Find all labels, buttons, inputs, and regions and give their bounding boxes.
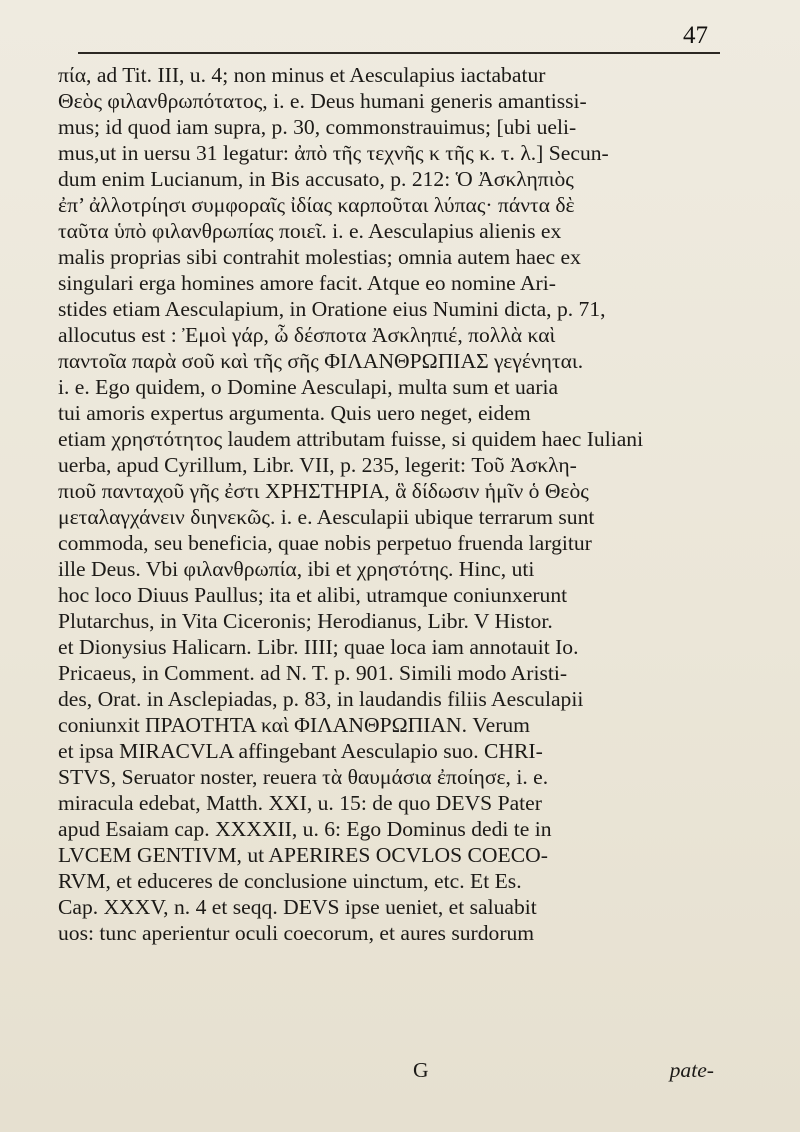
- text-line: miracula edebat, Matth. XXI, u. 15: de quo DEVS Pater: [58, 791, 542, 815]
- text-line: ἐπ’ ἀλλοτρίησι συμφοραῖς ἰδίας καρποῦται λύπας· πάντα δὲ: [58, 193, 575, 217]
- text-line: apud Esaiam cap. XXXXII, u. 6: Ego Dominus dedi te in: [58, 817, 552, 841]
- text-line: i. e. Ego quidem, o Domine Aesculapi, multa sum et uaria: [58, 375, 559, 399]
- text-line: STVS, Seruator noster, reuera τὰ θαυμάσια ἐποίησε, i. e.: [58, 765, 549, 789]
- text-line: ille Deus. Vbi φιλανθρωπία, ibi et χρηστότης. Hinc, uti: [58, 557, 535, 581]
- text-line: πιοῦ πανταχοῦ γῆς ἐστι ΧΡΗΣΤΗΡΙΑ, ἃ δίδωσιν ἡμῖν ὁ Θεὸς: [58, 479, 589, 503]
- text-line: allocutus est : Ἐμοὶ γάρ, ὦ δέσποτα Ἀσκληπιέ, πολλὰ καὶ: [58, 323, 556, 347]
- text-line: LVCEM GENTIVM, ut APERIRES OCVLOS COECO-: [58, 843, 548, 867]
- text-line: mus,ut in uersu 31 legatur: ἀπὸ τῆς τεχνῆς κ τῆς κ. τ. λ.] Secun-: [58, 141, 609, 165]
- text-line: Plutarchus, in Vita Ciceronis; Herodianus, Libr. V Histor.: [58, 609, 553, 633]
- text-line: commoda, seu beneficia, quae nobis perpetuo fruenda largitur: [58, 531, 592, 555]
- body-text: [58, 62, 714, 946]
- text-line: et Dionysius Halicarn. Libr. IIII; quae loca iam annotauit Io.: [58, 635, 579, 659]
- text-line: Pricaeus, in Comment. ad N. T. p. 901. Simili modo Aristi-: [58, 661, 568, 685]
- text-line: mus; id quod iam supra, p. 30, commonstrauimus; [ubi ueli-: [58, 115, 577, 139]
- text-line: παντοῖα παρὰ σοῦ καὶ τῆς σῆς ΦΙΛΑΝΘΡΩΠΙΑΣ γεγένηται.: [58, 349, 584, 373]
- text-line: tui amoris expertus argumenta. Quis uero neget, eidem: [58, 401, 531, 425]
- text-line: uerba, apud Cyrillum, Libr. VII, p. 235, legerit: Τοῦ Ἀσκλη-: [58, 453, 577, 477]
- signature-mark: G: [413, 1058, 429, 1082]
- text-line: dum enim Lucianum, in Bis accusato, p. 212: Ὁ Ἀσκληπιὸς: [58, 167, 574, 191]
- text-line: Cap. XXXV, n. 4 et seqq. DEVS ipse ueniet, et saluabit: [58, 895, 537, 919]
- text-line: Θεὸς φιλανθρωπότατος, i. e. Deus humani generis amantissi-: [58, 89, 587, 113]
- text-line: ταῦτα ὑπὸ φιλανθρωπίας ποιεῖ. i. e. Aesculapius alienis ex: [58, 219, 562, 243]
- page-number: 47: [683, 22, 708, 49]
- text-line: hoc loco Diuus Paullus; ita et alibi, utramque coniunxerunt: [58, 583, 568, 607]
- text-line: malis proprias sibi contrahit molestias; omnia autem haec ex: [58, 245, 581, 269]
- text-line: stides etiam Aesculapium, in Oratione eius Numini dicta, p. 71,: [58, 297, 606, 321]
- text-line: etiam χρηστότητος laudem attributam fuisse, si quidem haec Iuliani: [58, 427, 644, 451]
- text-line: coniunxit ΠΡΑΟΤΗΤΑ καὶ ΦΙΛΑΝΘΡΩΠΙΑΝ. Verum: [58, 713, 530, 737]
- text-line: et ipsa MIRACVLA affingebant Aesculapio suo. CHRI-: [58, 739, 543, 763]
- text-line: uos: tunc aperientur oculi coecorum, et aures surdorum: [58, 921, 535, 945]
- text-line: des, Orat. in Asclepiadas, p. 83, in laudandis filiis Aesculapii: [58, 687, 584, 711]
- header-rule: [78, 52, 720, 54]
- text-line: RVM, et educeres de conclusione uinctum, etc. Et Es.: [58, 869, 522, 893]
- text-line: μεταλαγχάνειν διηνεκῶς. i. e. Aesculapii ubique terrarum sunt: [58, 505, 595, 529]
- text-line: πία, ad Tit. III, u. 4; non minus et Aesculapius iactabatur: [58, 63, 546, 87]
- text-line: singulari erga homines amore facit. Atque eo nomine Ari-: [58, 271, 556, 295]
- catchword: pate-: [669, 1058, 714, 1082]
- page-footer: [58, 1058, 714, 1088]
